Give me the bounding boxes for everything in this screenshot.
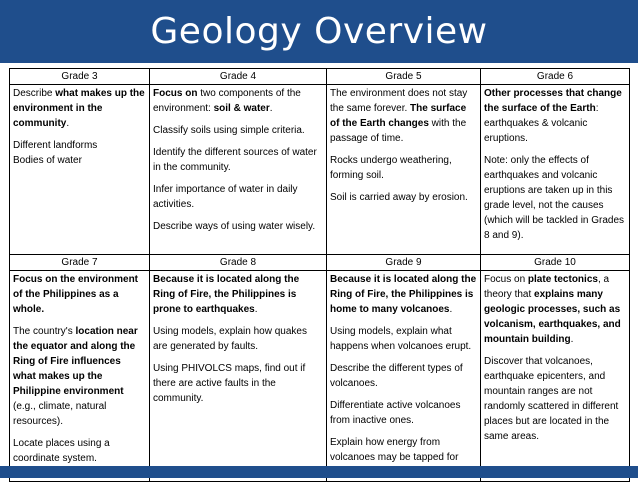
text: , a theory that <box>484 274 610 300</box>
text: Different landforms <box>13 140 98 151</box>
text: Classify soils using simple criteria. <box>153 125 305 136</box>
grade-cell <box>327 271 481 482</box>
cell-paragraph <box>153 361 323 406</box>
bold-text: soil & water <box>213 103 270 114</box>
cell-paragraph <box>153 272 323 317</box>
page-title: Geology Overview <box>150 11 488 52</box>
cell-paragraph <box>153 123 323 138</box>
cell-paragraph <box>330 153 477 183</box>
grade-cell <box>150 271 327 482</box>
grade-cell <box>327 85 481 255</box>
bold-text: Other processes that change the surface of the Earth <box>484 88 622 114</box>
text: Explain how energy from volcanoes may be tapped for <box>330 437 459 463</box>
cell-paragraph <box>13 86 146 131</box>
cell-paragraph <box>153 219 323 234</box>
bold-text: Because it is located along the Ring of Fire, the Philippines is home to many volcanoes <box>330 274 477 315</box>
grade-header: Grade 8 <box>150 255 327 271</box>
text: Using models, explain what happens when volcanoes erupt. <box>330 326 472 352</box>
title-banner <box>0 0 638 63</box>
text: two components of the environment: <box>153 88 301 114</box>
text: . <box>449 304 453 315</box>
text: Describe the different types of volcanoes. <box>330 363 463 389</box>
text: Differentiate active volcanoes from inactive ones. <box>330 400 461 426</box>
grade-header: Grade 3 <box>10 69 150 85</box>
text: Describe ways of using water wisely. <box>153 221 316 232</box>
grade-cell <box>150 85 327 255</box>
cell-paragraph <box>330 398 477 428</box>
cell-paragraph <box>484 153 626 243</box>
grade-header: Grade 5 <box>327 69 481 85</box>
cell-paragraph <box>13 272 146 317</box>
text: The environment does not stay the same forever. <box>330 88 468 114</box>
bold-text: The surface of the Earth changes <box>330 103 467 129</box>
text: . <box>269 103 273 114</box>
cell-paragraph <box>153 182 323 212</box>
grade-header: Grade 4 <box>150 69 327 85</box>
cell-paragraph <box>153 86 323 116</box>
cell-paragraph <box>484 354 626 444</box>
content-row-1 <box>10 85 630 255</box>
cell-paragraph <box>13 436 146 466</box>
text: The country's <box>13 326 76 337</box>
text: Locate places using a coordinate system. <box>13 438 110 464</box>
text: . <box>254 304 258 315</box>
text: . <box>570 334 574 345</box>
text: Using models, explain how quakes are generated by faults. <box>153 326 307 352</box>
text: Bodies of water <box>13 155 82 166</box>
cell-paragraph <box>330 272 477 317</box>
bold-text: what makes up the environment in the community <box>13 88 145 129</box>
text: Soil is carried away by erosion. <box>330 192 468 203</box>
text: . <box>66 118 70 129</box>
text: Infer importance of water in daily activities. <box>153 184 298 210</box>
header-row-2 <box>10 255 630 271</box>
text: with the passage of time. <box>330 118 467 144</box>
grade-header: Grade 10 <box>481 255 630 271</box>
cell-paragraph <box>13 324 146 429</box>
text: Using PHIVOLCS maps, find out if there are active faults in the community. <box>153 363 306 404</box>
header-row-1 <box>10 69 630 85</box>
cell-paragraph <box>330 86 477 146</box>
grade-header: Grade 9 <box>327 255 481 271</box>
grade-header: Grade 7 <box>10 255 150 271</box>
grade-header: Grade 6 <box>481 69 630 85</box>
text: Note: only the effects of earthquakes and volcanic eruptions are taken up in this grade level, not the causes (which will be tackled in Grades 8 and 9). <box>484 155 625 241</box>
cell-paragraph <box>13 138 146 168</box>
text: Describe <box>13 88 56 99</box>
cell-paragraph <box>330 324 477 354</box>
text: Rocks undergo weathering, forming soil. <box>330 155 452 181</box>
bold-text: Focus on <box>153 88 198 99</box>
cell-paragraph <box>153 324 323 354</box>
text: Identify the different sources of water in the community. <box>153 147 317 173</box>
bold-text: plate tectonics <box>527 274 598 285</box>
curriculum-table <box>9 68 630 482</box>
footer-bar <box>0 466 638 478</box>
cell-paragraph <box>330 190 477 205</box>
bold-text: explains many geologic processes, such as volcanism, earthquakes, and mountain building <box>484 289 621 345</box>
cell-paragraph <box>484 86 626 146</box>
bold-text: location near the equator and along the Ring of Fire influences what makes up the Philippine environment <box>13 326 138 397</box>
text: Discover that volcanoes, earthquake epicenters, and mountain ranges are not randomly scattered in different places but are located in the same areas. <box>484 356 619 442</box>
grade-cell <box>10 271 150 482</box>
cell-paragraph <box>330 361 477 391</box>
cell-paragraph <box>484 272 626 347</box>
cell-paragraph <box>153 145 323 175</box>
text: : earthquakes & volcanic eruptions. <box>484 103 599 144</box>
grade-cell <box>10 85 150 255</box>
bold-text: Because it is located along the Ring of Fire, the Philippines is prone to earthquakes <box>153 274 300 315</box>
grade-cell <box>481 85 630 255</box>
grade-cell <box>481 271 630 482</box>
content-row-2 <box>10 271 630 482</box>
bold-text: Focus on the environment of the Philippines as a whole. <box>13 274 139 315</box>
text: Focus on <box>484 274 528 285</box>
text: (e.g., climate, natural resources). <box>13 401 107 427</box>
